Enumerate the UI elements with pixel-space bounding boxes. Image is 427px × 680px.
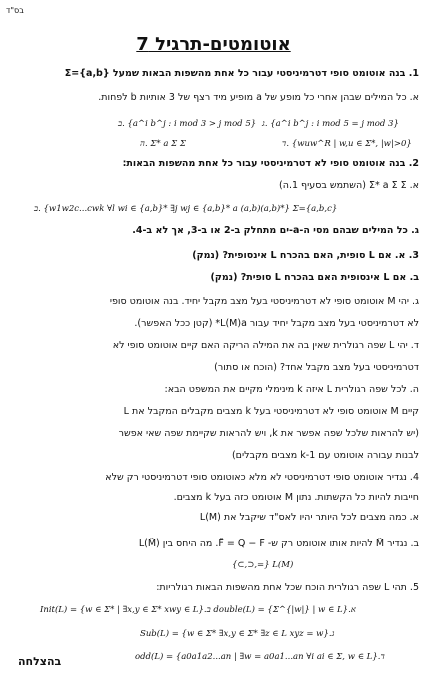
- q1e: ה. Σ* a Σ Σ: [140, 139, 186, 149]
- q1a: א. כל המילים שבהן אחרי כל מופע של a מופיע מיד רצף של 3 אותיות b לפחות.: [98, 92, 419, 103]
- q4-2: חייבות להיות כל הקשתות. נתון M אוטומט כזה בעל k מצבים.: [173, 492, 419, 503]
- q5ab: Init(L) = {w ∈ Σ* | ∃x,y ∈ Σ* xwy ∈ L}.ב double(L) = {Σ^{|w|} | w ∈ L}.א: [40, 605, 356, 615]
- footer-good-luck: בהצלחה: [18, 655, 62, 668]
- q3e-1: ה. לכל שפה רגולרית L איזה k מינימלי מקיים את המשפט הבא:: [164, 384, 419, 395]
- q4b-2: {⊂,⊃,=} L(M): [232, 560, 294, 570]
- q4-1: 4. נגדיר אוטומט סופי דטרמיניסטי לא מלא כאוטומט סופי דטרמיניסטי רק שלא: [105, 472, 419, 483]
- q5c: Sub(L) = {w ∈ Σ* ∃x,y ∈ Σ* ∃z ∈ L xyz = w}.ג: [140, 629, 335, 639]
- q3e-2: קיים M אוטומט סופי לא דטרמיניסטי בעל k מצבים מקבלים המקבל את L: [123, 406, 419, 417]
- q1c: ג. {a^i b^j : i mod 5 = j mod 3}: [262, 119, 399, 129]
- q5d: odd(L) = {a0a1a2...an | ∃w = a0a1...an ∀i ai ∈ Σ, w ∈ L}.ד: [135, 652, 385, 662]
- q4b-1: ב. נגדיר M̃ להיות אותו אוטומט רק ש- F̃ = Q − F. מה היחס בין L(M̃): [138, 538, 419, 549]
- page-title: אוטומטים-תרגיל 7: [136, 34, 291, 55]
- header: בס"ד: [6, 6, 24, 15]
- q3a: 3. א. אם L סופית, האם בהכרח L̄ אינסופית? (נמק): [192, 250, 419, 261]
- q2b: ב. {w1w2c...cwk ∀l wi ∈ {a,b}* ∃j wj ∈ {a,b}* a (a,b)(a,b)*} Σ={a,b,c}: [34, 204, 338, 214]
- q1: 1. בנה אוטומט סופי דטרמיניסטי עבור כל אחת מהשפות הבאות שמעל {a,b}=Σ: [64, 68, 419, 79]
- q3c-2: לא דטרמיניסטי בעל מצב מקבל יחיד עבור L(M)a* (קטן ככל האפשר).: [134, 318, 419, 329]
- q4a: א. כמה מצבים לכל היותר יהיו לאס"ד שיקבל את L(M̄): [199, 512, 419, 523]
- q2a: א. Σ* a Σ Σ (השתמש בסעיף 1.ה): [279, 180, 419, 191]
- q3d-2: דטרמיניסטי בעל מצב מקבל אחד? (הוכח או סתור): [214, 362, 419, 373]
- q3d-1: ד. יהי L שפה רגולרית שאין בה את המילה הריקה האם קיים אוטומט סופי לא: [112, 340, 419, 351]
- q2: 2. בנה אוטומט סופי לא דטרמיניסטי עבור כל אחת מהשפות הבאות:: [122, 158, 419, 169]
- q1b: ב. {a^i b^j : i mod 3 > j mod 5}: [118, 119, 257, 129]
- q5: 5. תהי L שפה רגולרית הוכח שכל אחת מהשפות הבאות רגולריות:: [156, 582, 419, 593]
- q3e-4: לבנות עבורה אוטומט עם 1-k מצבים מקבלים): [231, 450, 419, 461]
- q1d: ד. {wuw^R | w,u ∈ Σ*, |w|>0}: [282, 139, 412, 149]
- q3e-3: (יש להראות שלכל שפה אפשר את k, ויש להראות שקיימת שפה שאי אפשר: [118, 428, 419, 439]
- q3c-1: ג. יהי M אוטומט סופי לא דטרמיניסטי בעל מצב מקבל יחיד. בנה אוטומט סופי: [109, 296, 419, 307]
- q3b: ב. אם L אינסופית האם בהכרח L̄ סופית? (נמק): [210, 272, 419, 283]
- q2c: ג. כל המילים שבהם מסי ה-a-ים מתחלק ב-2 או ב-3, אך לא ב-4.: [132, 225, 419, 236]
